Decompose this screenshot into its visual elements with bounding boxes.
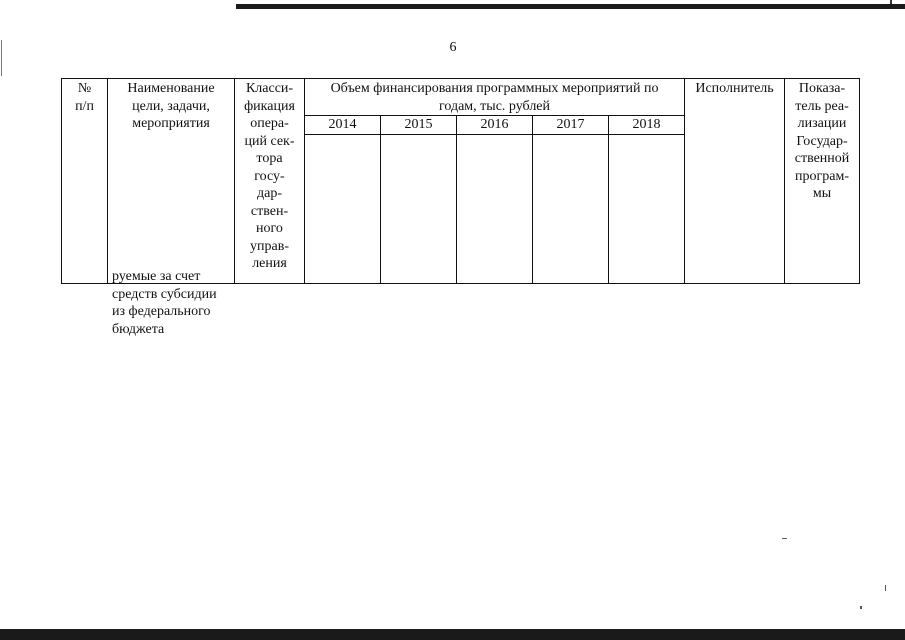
header-executor: Исполнитель (685, 79, 785, 284)
header-name: Наименование цели, задачи, мероприятия (108, 79, 235, 284)
year-2014: 2014 (305, 116, 381, 135)
scan-speck (885, 585, 886, 591)
page-number: 6 (449, 40, 457, 55)
header-indicator: Показа- тель реа- лизации Государ- ственной програм- мы (785, 79, 860, 284)
header-financing: Объем финансирования программных мероприятий по годам, тыс. рублей (305, 79, 685, 116)
scan-speck (860, 606, 862, 609)
year-2017: 2017 (533, 116, 609, 135)
continuation-text: руемые за счет средств субсидии из федерального бюджета (112, 269, 217, 337)
value-cell-2016 (457, 134, 533, 283)
scan-left-mark (1, 40, 2, 76)
value-cell-2015 (381, 134, 457, 283)
value-cell-2017 (533, 134, 609, 283)
year-2018: 2018 (609, 116, 685, 135)
value-cell-2018 (609, 134, 685, 283)
scan-top-edge (0, 0, 905, 12)
scan-top-bar (236, 4, 905, 9)
header-number: № п/п (62, 79, 108, 284)
budget-table (61, 78, 860, 284)
scan-bottom-edge (0, 629, 905, 640)
year-2015: 2015 (381, 116, 457, 135)
year-2016: 2016 (457, 116, 533, 135)
scan-top-tick (890, 0, 892, 4)
header-classification: Класси- фикация опера- ций сек- тора госу- дар- ствен- ного управ- ления (235, 79, 305, 284)
value-cell-2014 (305, 134, 381, 283)
scan-speck (782, 538, 787, 539)
header-row-main (62, 79, 860, 116)
